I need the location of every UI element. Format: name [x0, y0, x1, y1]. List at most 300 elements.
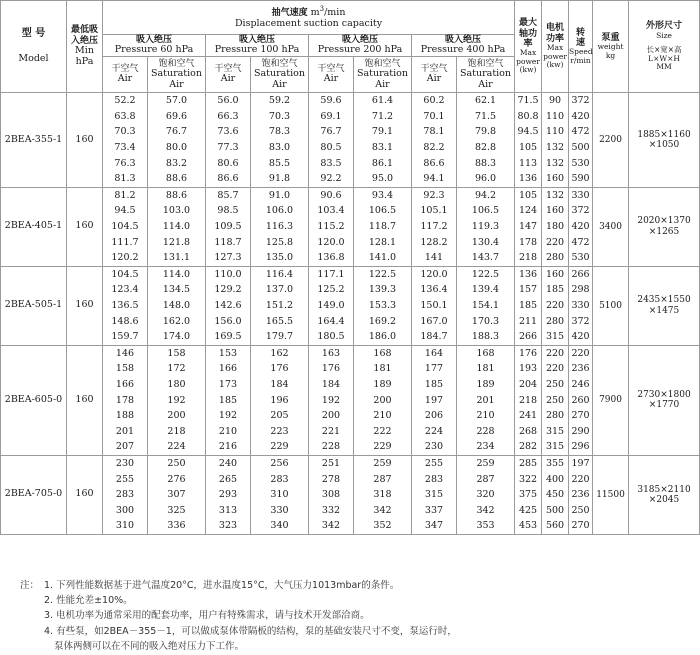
value-cell: 94.5 — [114, 205, 136, 217]
value-cell: 90.6 — [320, 189, 342, 201]
value-cell: 125.8 — [265, 236, 294, 248]
pressure-group-header — [309, 35, 412, 57]
value-cell: 154.1 — [471, 299, 500, 311]
value-cell: 128.1 — [368, 236, 397, 248]
notes-label: 注： — [20, 580, 40, 591]
value-cell: 130.4 — [471, 236, 500, 248]
value-cell: 94.5 — [517, 126, 539, 138]
value-stack-p100-sat — [251, 187, 309, 266]
value-cell: 118.7 — [368, 221, 397, 233]
value-cell: 310 — [115, 520, 135, 532]
value-cell: 76.7 — [320, 126, 342, 138]
value-stack-p60-sat — [148, 455, 206, 534]
value-stack-p200-sat — [354, 455, 412, 534]
model-name: 2BEA-405-1 — [1, 187, 67, 266]
value-cell: 184 — [270, 378, 289, 390]
value-cell: 69.6 — [165, 110, 188, 122]
value-cell: 110 — [545, 110, 565, 122]
value-stack-motor — [542, 93, 569, 188]
header-speed-en: Speed r/min — [569, 47, 593, 65]
value-cell: 228 — [476, 425, 495, 437]
value-stack-shaft-power — [515, 455, 542, 534]
value-cell: 372 — [571, 95, 590, 107]
dry-air-header-en: Air — [426, 73, 442, 85]
header-motor-en: Max power (kw) — [543, 43, 567, 70]
value-cell: 110 — [545, 126, 565, 138]
value-cell: 168 — [476, 347, 495, 359]
size-line-1: 3185×2110 — [637, 484, 691, 495]
value-stack-p400-sat — [457, 455, 515, 534]
saturation-air-header — [251, 57, 309, 93]
value-stack-speed — [569, 266, 593, 345]
value-cell: 181 — [476, 363, 495, 375]
value-cell: 207 — [115, 441, 135, 453]
value-stack-p60-dry — [103, 187, 148, 266]
value-cell: 315 — [545, 425, 565, 437]
value-stack-shaft-power — [515, 187, 542, 266]
value-stack-p100-sat — [251, 266, 309, 345]
value-cell: 472 — [571, 126, 590, 138]
value-cell: 268 — [518, 425, 538, 437]
value-cell: 283 — [270, 473, 289, 485]
value-cell: 280 — [545, 410, 565, 422]
value-cell: 153.3 — [368, 299, 397, 311]
note-text: 1. 下列性能数据基于进气温度20°C，进水温度15°C，大气压力1013mbar的条件。 — [44, 580, 400, 591]
value-cell: 250 — [571, 504, 590, 516]
value-stack-p60-sat — [148, 187, 206, 266]
value-cell: 127.3 — [214, 252, 242, 264]
value-cell: 147 — [518, 221, 538, 233]
value-cell: 106.5 — [471, 205, 500, 217]
value-cell: 92.2 — [320, 173, 342, 185]
value-cell: 122.5 — [368, 268, 397, 280]
value-stack-p100-dry — [206, 93, 251, 188]
value-cell: 176 — [321, 363, 341, 375]
value-cell: 169.5 — [214, 331, 242, 343]
model-name: 2BEA-605-0 — [1, 345, 67, 455]
model-row — [1, 187, 700, 266]
value-cell: 122.5 — [471, 268, 500, 280]
size-value — [629, 187, 700, 266]
value-cell: 192 — [218, 410, 238, 422]
value-cell: 105 — [518, 189, 538, 201]
pressure-group-cn: 吸入绝压 — [341, 35, 378, 45]
value-cell: 116.3 — [265, 221, 294, 233]
value-cell: 151.2 — [265, 299, 294, 311]
value-cell: 210 — [373, 410, 392, 422]
value-cell: 143.7 — [471, 252, 500, 264]
table-body — [1, 93, 700, 535]
value-cell: 353 — [476, 520, 495, 532]
value-stack-p100-sat — [251, 455, 309, 534]
dry-air-header — [103, 57, 148, 93]
value-cell: 246 — [571, 378, 590, 390]
value-cell: 228 — [321, 441, 341, 453]
value-cell: 220 — [545, 363, 565, 375]
value-cell: 221 — [321, 425, 341, 437]
value-cell: 148.0 — [162, 299, 191, 311]
value-cell: 141 — [424, 252, 444, 264]
value-cell: 176 — [270, 363, 289, 375]
value-cell: 179.7 — [265, 331, 294, 343]
header-capacity-unit-sup: 3 — [319, 5, 325, 13]
value-cell: 287 — [373, 473, 392, 485]
size-line-1: 1885×1160 — [637, 129, 691, 140]
value-cell: 200 — [167, 410, 186, 422]
value-cell: 82.2 — [423, 142, 445, 154]
header-motor-cn: 电机功率 — [546, 23, 565, 44]
value-cell: 117.2 — [420, 221, 448, 233]
value-stack-shaft-power — [515, 345, 542, 455]
value-cell: 129.2 — [214, 284, 242, 296]
value-cell: 224 — [424, 425, 444, 437]
value-cell: 180 — [545, 221, 565, 233]
value-cell: 139.3 — [368, 284, 397, 296]
value-stack-p60-dry — [103, 266, 148, 345]
saturation-air-header — [457, 57, 515, 93]
value-cell: 192 — [321, 394, 341, 406]
pressure-group-en: Pressure 400 hPa — [420, 44, 506, 56]
value-cell: 80.8 — [517, 110, 539, 122]
pressure-group-en: Pressure 200 hPa — [317, 44, 403, 56]
value-stack-shaft-power — [515, 93, 542, 188]
weight-value: 5100 — [593, 266, 629, 345]
header-model-cn: 型 号 — [21, 28, 46, 40]
value-stack-p400-dry — [412, 345, 457, 455]
header-shaft-power — [515, 1, 542, 93]
weight-value: 2200 — [593, 93, 629, 188]
value-cell: 332 — [321, 504, 341, 516]
saturation-air-header-en: Saturation Air — [150, 68, 202, 90]
value-cell: 236 — [571, 489, 590, 501]
value-cell: 420 — [571, 221, 590, 233]
value-cell: 59.6 — [320, 95, 342, 107]
value-cell: 94.1 — [423, 173, 445, 185]
value-cell: 172 — [167, 363, 186, 375]
value-cell: 132 — [545, 142, 565, 154]
value-cell: 109.5 — [214, 221, 242, 233]
value-cell: 96.0 — [474, 173, 497, 185]
value-cell: 86.6 — [217, 173, 239, 185]
saturation-air-header — [354, 57, 412, 93]
value-cell: 159.7 — [111, 331, 139, 343]
value-cell: 188.3 — [471, 331, 500, 343]
value-cell: 283 — [424, 473, 444, 485]
value-cell: 135.0 — [265, 252, 294, 264]
value-cell: 280 — [545, 252, 565, 264]
value-cell: 230 — [115, 457, 135, 469]
value-cell: 136.8 — [317, 252, 345, 264]
value-cell: 218 — [167, 425, 186, 437]
value-cell: 141.0 — [368, 252, 397, 264]
value-cell: 201 — [115, 425, 135, 437]
value-cell: 211 — [518, 315, 538, 327]
weight-value: 11500 — [593, 455, 629, 534]
value-cell: 153 — [218, 347, 238, 359]
value-cell: 220 — [545, 299, 565, 311]
value-cell: 276 — [167, 473, 186, 485]
note-line-2 — [20, 593, 690, 608]
value-cell: 181 — [373, 363, 392, 375]
value-cell: 110.0 — [214, 268, 242, 280]
value-cell: 234 — [476, 441, 495, 453]
value-stack-p400-dry — [412, 187, 457, 266]
value-cell: 230 — [424, 441, 444, 453]
value-cell: 118.7 — [214, 236, 242, 248]
value-cell: 229 — [270, 441, 289, 453]
value-cell: 220 — [545, 347, 565, 359]
value-cell: 352 — [373, 520, 392, 532]
value-cell: 105 — [518, 142, 538, 154]
value-cell: 93.4 — [371, 189, 394, 201]
value-cell: 83.5 — [320, 157, 342, 169]
value-stack-p400-dry — [412, 266, 457, 345]
value-stack-motor — [542, 455, 569, 534]
value-stack-speed — [569, 455, 593, 534]
value-cell: 355 — [545, 457, 565, 469]
value-cell: 168 — [373, 347, 392, 359]
header-capacity-en: Displacement suction capacity — [234, 18, 383, 30]
value-cell: 78.3 — [268, 126, 291, 138]
value-cell: 70.3 — [114, 126, 136, 138]
value-cell: 400 — [545, 473, 565, 485]
value-cell: 178 — [518, 236, 538, 248]
value-cell: 280 — [545, 315, 565, 327]
value-cell: 185 — [518, 299, 538, 311]
size-line-2: ×2045 — [648, 494, 680, 505]
value-cell: 80.0 — [165, 142, 188, 154]
value-cell: 79.8 — [474, 126, 497, 138]
value-stack-p200-sat — [354, 266, 412, 345]
size-line-2: ×1475 — [648, 305, 680, 316]
saturation-air-header-cn: 饱和空气 — [467, 58, 504, 69]
min-suction-value: 160 — [67, 345, 103, 455]
value-cell: 88.6 — [165, 189, 188, 201]
value-stack-p400-sat — [457, 345, 515, 455]
value-cell: 88.3 — [474, 157, 497, 169]
value-cell: 149.0 — [317, 299, 345, 311]
value-cell: 115.2 — [317, 221, 345, 233]
value-cell: 315 — [545, 331, 565, 343]
value-stack-p100-dry — [206, 455, 251, 534]
value-cell: 114.0 — [162, 221, 191, 233]
saturation-air-header-en: Saturation Air — [460, 68, 512, 90]
value-cell: 77.3 — [217, 142, 239, 154]
value-cell: 164 — [424, 347, 444, 359]
min-suction-value: 160 — [67, 266, 103, 345]
pressure-group-cn: 吸入绝压 — [445, 35, 482, 45]
value-stack-p200-dry — [309, 455, 354, 534]
header-model — [1, 1, 67, 93]
value-cell: 342 — [373, 504, 392, 516]
value-cell: 56.0 — [217, 95, 239, 107]
value-cell: 62.1 — [474, 95, 497, 107]
value-stack-p200-dry — [309, 93, 354, 188]
value-cell: 500 — [545, 504, 565, 516]
value-cell: 80.5 — [320, 142, 342, 154]
value-cell: 106.0 — [265, 205, 294, 217]
value-cell: 200 — [373, 394, 392, 406]
value-cell: 188 — [115, 410, 135, 422]
pressure-group-header — [103, 35, 206, 57]
value-cell: 241 — [518, 410, 538, 422]
value-cell: 220 — [571, 347, 590, 359]
header-speed-cn: 转速 — [576, 27, 586, 48]
value-stack-p60-sat — [148, 345, 206, 455]
value-cell: 189 — [476, 378, 495, 390]
value-cell: 425 — [518, 504, 538, 516]
value-cell: 79.1 — [371, 126, 394, 138]
dry-air-header — [412, 57, 457, 93]
notes — [20, 578, 690, 654]
dry-air-header — [309, 57, 354, 93]
value-cell: 174.0 — [162, 331, 191, 343]
value-cell: 310 — [270, 489, 289, 501]
value-cell: 60.2 — [423, 95, 445, 107]
value-cell: 347 — [424, 520, 444, 532]
value-stack-p400-dry — [412, 93, 457, 188]
value-cell: 94.2 — [474, 189, 497, 201]
value-cell: 250 — [545, 394, 565, 406]
value-stack-p200-sat — [354, 93, 412, 188]
value-cell: 251 — [321, 457, 341, 469]
value-cell: 185 — [218, 394, 238, 406]
value-cell: 185 — [545, 284, 565, 296]
value-cell: 293 — [218, 489, 238, 501]
value-cell: 136 — [518, 173, 538, 185]
value-cell: 240 — [218, 457, 238, 469]
value-cell: 66.3 — [217, 110, 239, 122]
value-cell: 250 — [167, 457, 186, 469]
value-cell: 98.5 — [217, 205, 239, 217]
value-cell: 148.6 — [111, 315, 139, 327]
value-cell: 92.3 — [423, 189, 445, 201]
value-stack-p60-dry — [103, 345, 148, 455]
dry-air-header-en: Air — [323, 73, 339, 85]
size-line-2: ×1050 — [648, 140, 680, 151]
value-cell: 165.5 — [265, 315, 294, 327]
value-cell: 106.5 — [368, 205, 397, 217]
value-stack-p200-dry — [309, 266, 354, 345]
value-cell: 81.3 — [114, 173, 136, 185]
header-weight — [593, 1, 629, 93]
value-cell: 450 — [545, 489, 565, 501]
saturation-air-header-en: Saturation Air — [253, 68, 305, 90]
header-motor — [542, 1, 569, 93]
value-cell: 78.1 — [423, 126, 445, 138]
value-cell: 160 — [545, 205, 565, 217]
value-cell: 88.6 — [165, 173, 188, 185]
value-cell: 82.8 — [474, 142, 497, 154]
value-stack-p100-sat — [251, 345, 309, 455]
value-cell: 290 — [571, 425, 590, 437]
value-cell: 193 — [518, 363, 538, 375]
value-cell: 132 — [545, 189, 565, 201]
value-cell: 85.5 — [268, 157, 291, 169]
value-stack-motor — [542, 266, 569, 345]
value-cell: 330 — [270, 504, 289, 516]
value-cell: 342 — [321, 520, 341, 532]
dry-air-header-cn: 干空气 — [420, 64, 448, 75]
pressure-group-en: Pressure 100 hPa — [214, 44, 300, 56]
value-cell: 71.2 — [371, 110, 394, 122]
dry-air-header — [206, 57, 251, 93]
value-cell: 113 — [518, 157, 538, 169]
saturation-air-header — [148, 57, 206, 93]
pressure-group-header — [412, 35, 515, 57]
pressure-group-cn: 吸入绝压 — [238, 35, 275, 45]
header-min-suction-cn: 最低吸入绝压 — [70, 25, 98, 46]
value-cell: 472 — [571, 236, 590, 248]
value-cell: 167.0 — [420, 315, 448, 327]
header-size-en: Size — [656, 30, 672, 40]
value-cell: 266 — [518, 331, 538, 343]
dry-air-header-cn: 干空气 — [317, 64, 345, 75]
value-cell: 420 — [571, 110, 590, 122]
value-cell: 136.4 — [420, 284, 448, 296]
value-cell: 210 — [476, 410, 495, 422]
value-cell: 325 — [167, 504, 186, 516]
value-stack-p100-dry — [206, 187, 251, 266]
value-stack-speed — [569, 187, 593, 266]
value-cell: 158 — [167, 347, 186, 359]
header-size-dims-en: L×W×H — [648, 53, 680, 63]
value-cell: 162.0 — [162, 315, 191, 327]
value-cell: 91.0 — [268, 189, 291, 201]
value-stack-p400-sat — [457, 187, 515, 266]
value-stack-p200-dry — [309, 345, 354, 455]
value-cell: 83.2 — [165, 157, 188, 169]
note-text: 2. 性能允差±10%。 — [44, 595, 133, 607]
value-cell: 117.1 — [317, 268, 345, 280]
value-cell: 210 — [218, 425, 238, 437]
weight-value: 7900 — [593, 345, 629, 455]
note-line-3 — [20, 608, 690, 623]
size-value — [629, 455, 700, 534]
value-cell: 192 — [167, 394, 186, 406]
value-cell: 86.6 — [423, 157, 445, 169]
value-stack-shaft-power — [515, 266, 542, 345]
value-cell: 73.6 — [217, 126, 239, 138]
value-cell: 176 — [518, 347, 538, 359]
value-cell: 500 — [571, 142, 590, 154]
value-cell: 59.2 — [268, 95, 291, 107]
value-stack-speed — [569, 93, 593, 188]
value-cell: 323 — [218, 520, 238, 532]
value-cell: 330 — [571, 299, 590, 311]
value-cell: 158 — [115, 363, 135, 375]
value-cell: 164.4 — [317, 315, 345, 327]
model-row — [1, 93, 700, 188]
value-cell: 86.1 — [371, 157, 394, 169]
header-model-en: Model — [18, 52, 49, 64]
value-cell: 128.2 — [420, 236, 448, 248]
value-cell: 259 — [373, 457, 392, 469]
value-cell: 420 — [571, 331, 590, 343]
value-cell: 57.0 — [165, 95, 188, 107]
value-stack-p200-sat — [354, 345, 412, 455]
value-cell: 111.7 — [111, 236, 139, 248]
note-line-1 — [20, 578, 690, 593]
header-weight-cn: 泵重 — [601, 32, 620, 43]
model-name: 2BEA-355-1 — [1, 93, 67, 188]
value-cell: 340 — [270, 520, 289, 532]
size-value — [629, 93, 700, 188]
value-cell: 197 — [571, 457, 590, 469]
saturation-air-header-cn: 饱和空气 — [158, 58, 195, 69]
saturation-air-header-cn: 饱和空气 — [364, 58, 401, 69]
value-cell: 287 — [476, 473, 495, 485]
